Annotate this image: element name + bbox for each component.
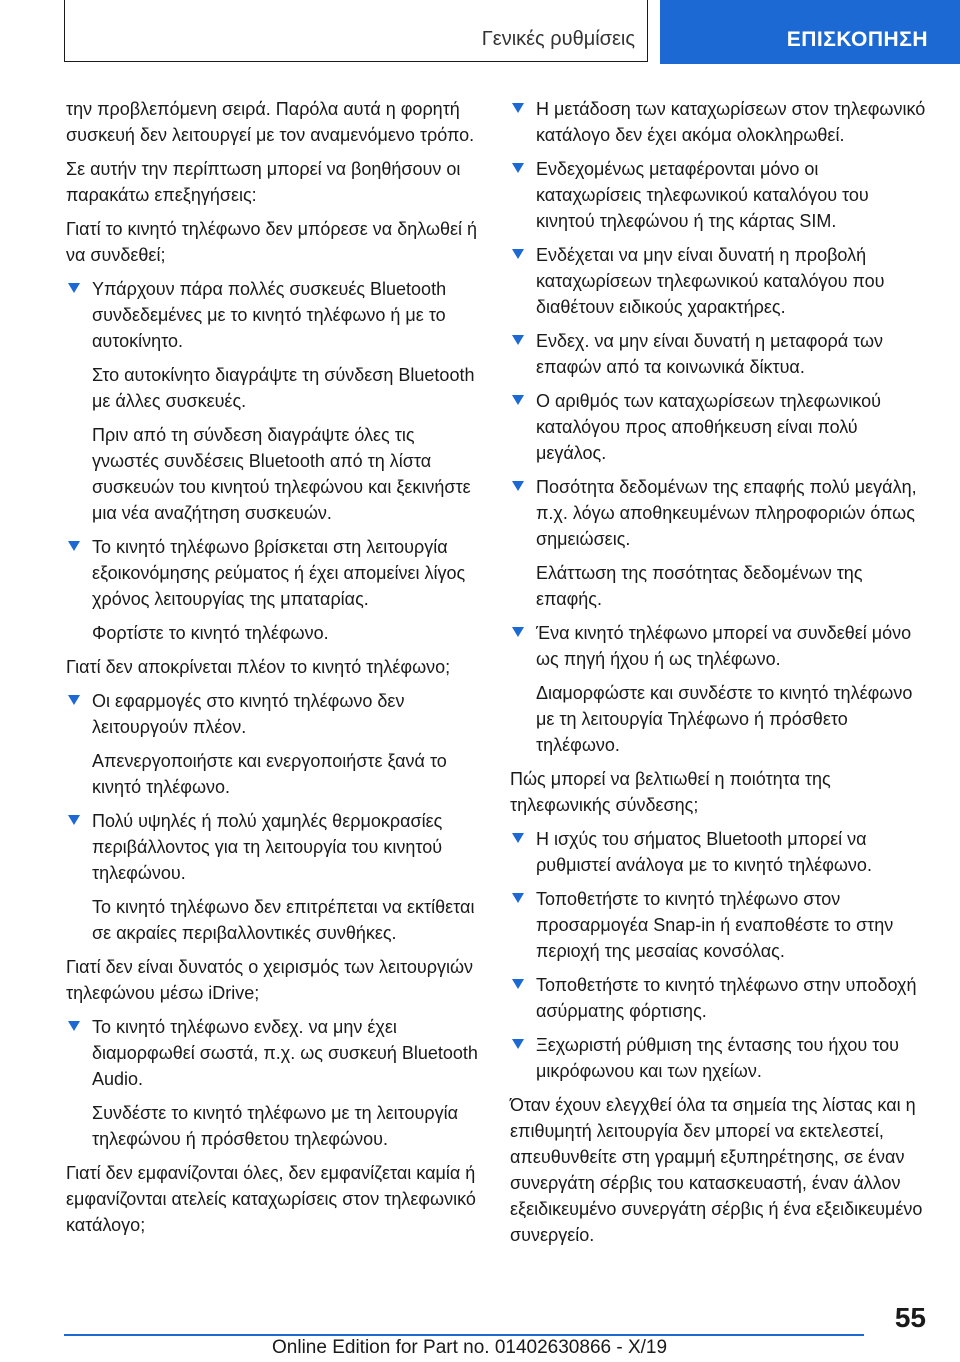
solution-text: Ελάττωση της ποσότητας δεδομένων της επαφής. (536, 563, 863, 609)
bullet-triangle-icon (68, 283, 80, 293)
question: Γιατί το κινητό τηλέφωνο δεν μπόρεσε να δηλωθεί ή να συνδεθεί; (66, 219, 478, 265)
left-column (66, 96, 478, 1246)
list-item: Πολύ υψηλές ή πολύ χαμηλές θερμοκρασίες περιβάλλοντος για τη λειτουργία του κινητού τηλεφώνου. (66, 808, 478, 886)
bullet-triangle-icon (68, 1021, 80, 1031)
list-item: Οι εφαρμογές στο κινητό τηλέφωνο δεν λειτουργούν πλέον. (66, 688, 478, 740)
page-number: 55 (894, 1302, 926, 1333)
overview-tab-label: ΕΠΙΣΚΟΠΗΣΗ (786, 28, 928, 51)
list-item: Το κινητό τηλέφωνο βρίσκεται στη λειτουργία εξοικονόμησης ρεύματος ή έχει απομείνει λίγος χρόνος λειτουργίας της μπαταρίας. (66, 534, 478, 612)
list-item: Η μετάδοση των καταχωρίσεων στον τηλεφωνικό κατάλογο δεν έχει ακόμα ολοκληρωθεί. (510, 96, 928, 148)
question: Γιατί δεν εμφανίζονται όλες, δεν εμφανίζεται καμία ή εμφανίζονται ατελείς καταχωρίσεις στον τηλεφωνικό κατάλογο; (66, 1163, 476, 1235)
list-item: Τοποθετήστε το κινητό τηλέφωνο στην υποδοχή ασύρματης φόρτισης. (510, 972, 928, 1024)
bullet-triangle-icon (68, 695, 80, 705)
bullet-triangle-icon (512, 481, 524, 491)
bullet-triangle-icon (512, 103, 524, 113)
paragraph: την προβλεπόμενη σειρά. Παρόλα αυτά η φορητή συσκευή δεν λειτουργεί με τον αναμενόμενο τρόπο. (66, 99, 475, 145)
bullet-triangle-icon (512, 979, 524, 989)
list-item: Ξεχωριστή ρύθμιση της έντασης του ήχου του μικρόφωνου και των ηχείων. (510, 1032, 928, 1084)
list-item: Το κινητό τηλέφωνο ενδεχ. να μην έχει διαμορφωθεί σωστά, π.χ. ως συσκευή Bluetooth Audio. (66, 1014, 478, 1092)
page-header (64, 0, 960, 64)
list-item: Ο αριθμός των καταχωρίσεων τηλεφωνικού καταλόγου προς αποθήκευση είναι πολύ μεγάλος. (510, 388, 928, 466)
question: Γιατί δεν είναι δυνατός ο χειρισμός των λειτουργιών τηλεφώνου μέσω iDrive; (66, 957, 474, 1003)
section-tab (64, 0, 648, 62)
solution-text: Φορτίστε το κινητό τηλέφωνο. (92, 623, 329, 643)
closing-paragraph: Όταν έχουν ελεγχθεί όλα τα σημεία της λίστας και η επιθυμητή λειτουργία δεν μπορεί να εκτελεστεί, απευθυνθείτε στη γραμμή εξυπηρέτησης, σε έναν συνεργάτη σέρβις του κατασκευαστή, έναν άλλον εξειδικευμένο συνεργάτη σέρβις ή ένα εξειδικευμένο συνεργείο. (510, 1095, 923, 1245)
list-item: Τοποθετήστε το κινητό τηλέφωνο στον προσαρμογέα Snap-in ή εναποθέστε το στην περιοχή της μεσαίας κονσόλας. (510, 886, 928, 964)
list-item: Ενδέχεται να μην είναι δυνατή η προβολή καταχωρίσεων τηλεφωνικού καταλόγου που διαθέτουν ειδικούς χαρακτήρες. (510, 242, 928, 320)
list-item: Υπάρχουν πάρα πολλές συσκευές Bluetooth συνδεδεμένες με το κινητό τηλέφωνο ή με το αυτοκίνητο. (66, 276, 478, 354)
list-item: Ενδεχ. να μην είναι δυνατή η μεταφορά των επαφών από τα κοινωνικά δίκτυα. (510, 328, 928, 380)
bullet-triangle-icon (512, 335, 524, 345)
list-item: Η ισχύς του σήματος Bluetooth μπορεί να ρυθμιστεί ανάλογα με το κινητό τηλέφωνο. (510, 826, 928, 878)
bullet-triangle-icon (512, 833, 524, 843)
edition-footer: Online Edition for Part no. 01402630866 - X/19 (272, 1337, 668, 1358)
question: Πώς μπορεί να βελτιωθεί η ποιότητα της τηλεφωνικής σύνδεσης; (510, 769, 831, 815)
list-item: Ενδεχομένως μεταφέρονται μόνο οι καταχωρίσεις τηλεφωνικού καταλόγου του κινητού τηλεφώνου ή της κάρτας SIM. (510, 156, 928, 234)
section-label: Γενικές ρυθμίσεις (481, 28, 635, 50)
list-item: Ένα κινητό τηλέφωνο μπορεί να συνδεθεί μόνο ως πηγή ήχου ή ως τηλέφωνο. (510, 620, 928, 672)
bullet-triangle-icon (68, 541, 80, 551)
right-column (510, 96, 928, 1256)
paragraph: Σε αυτήν την περίπτωση μπορεί να βοηθήσουν οι παρακάτω επεξηγήσεις: (66, 159, 461, 205)
solution-text: Διαμορφώστε και συνδέστε το κινητό τηλέφωνο με τη λειτουργία Τηλέφωνο ή πρόσθετο τηλέφωνο. (536, 683, 913, 755)
bullet-triangle-icon (512, 627, 524, 637)
overview-tab[interactable] (660, 0, 960, 64)
bullet-triangle-icon (512, 395, 524, 405)
bullet-triangle-icon (512, 893, 524, 903)
solution-text: Συνδέστε το κινητό τηλέφωνο με τη λειτουργία τηλεφώνου ή πρόσθετου τηλεφώνου. (92, 1103, 459, 1149)
solution-text: Απενεργοποιήστε και ενεργοποιήστε ξανά το κινητό τηλέφωνο. (92, 751, 447, 797)
bullet-triangle-icon (512, 163, 524, 173)
footer-divider (64, 1334, 864, 1336)
bullet-triangle-icon (512, 1039, 524, 1049)
bullet-triangle-icon (512, 249, 524, 259)
list-item: Ποσότητα δεδομένων της επαφής πολύ μεγάλη, π.χ. λόγω αποθηκευμένων πληροφοριών όπως σημειώσεις. (510, 474, 928, 552)
question: Γιατί δεν αποκρίνεται πλέον το κινητό τηλέφωνο; (66, 657, 451, 677)
solution-text: Πριν από τη σύνδεση διαγράψτε όλες τις γνωστές συνδέσεις Bluetooth από τη λίστα συσκευών του κινητού τηλεφώνου και ξεκινήστε μια νέα αναζήτηση συσκευών. (92, 425, 471, 523)
bullet-triangle-icon (68, 815, 80, 825)
solution-text: Το κινητό τηλέφωνο δεν επιτρέπεται να εκτίθεται σε ακραίες περιβαλλοντικές συνθήκες. (92, 897, 475, 943)
solution-text: Στο αυτοκίνητο διαγράψτε τη σύνδεση Bluetooth με άλλες συσκευές. (92, 365, 475, 411)
